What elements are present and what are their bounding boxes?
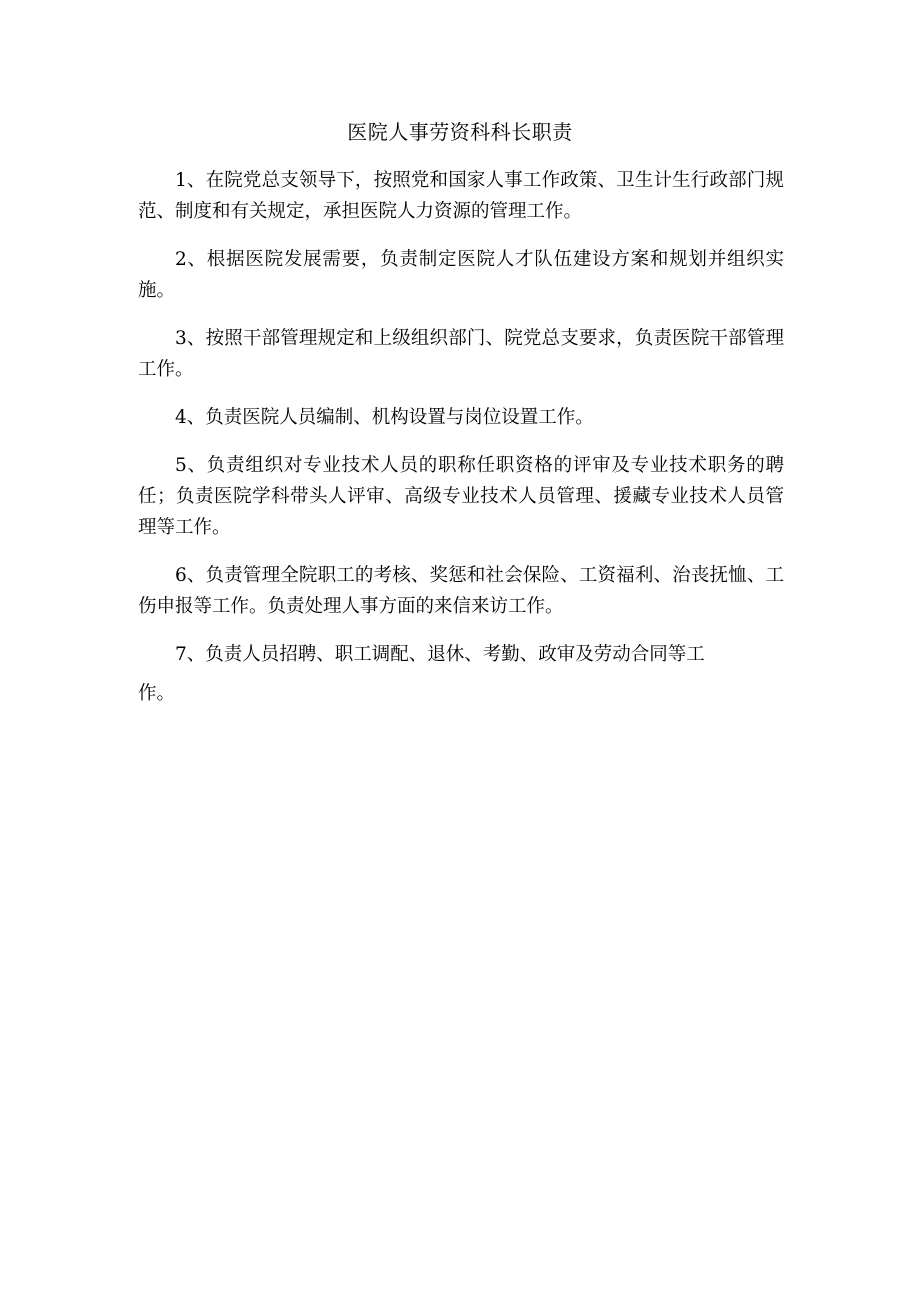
- document-body: [138, 165, 784, 726]
- duty-paragraph-7: [138, 639, 748, 709]
- duty-paragraph-7-main: 7、负责人员招聘、职工调配、退休、考勤、政审及劳动合同等工: [175, 644, 705, 665]
- duty-paragraph-6: 6、负责管理全院职工的考核、奖惩和社会保险、工资福利、治丧抚恤、工伤申报等工作。负责处理人事方面的来信来访工作。: [138, 565, 784, 617]
- duty-paragraph-4: 4、负责医院人员编制、机构设置与岗位设置工作。: [175, 407, 594, 428]
- duty-paragraph-7-tail: 作。: [138, 683, 176, 704]
- duty-paragraph-1: 1、在院党总支领导下，按照党和国家人事工作政策、卫生计生行政部门规范、制度和有关规定，承担医院人力资源的管理工作。: [138, 170, 784, 222]
- document-title: 医院人事劳资科科长职责: [347, 120, 573, 144]
- duty-paragraph-5: 5、负责组织对专业技术人员的职称任职资格的评审及专业技术职务的聘任；负责医院学科带头人评审、高级专业技术人员管理、援藏专业技术人员管理等工作。: [138, 455, 784, 538]
- duty-paragraph-2: 2、根据医院发展需要，负责制定医院人才队伍建设方案和规划并组织实施。: [138, 249, 784, 301]
- duty-paragraph-3: 3、按照干部管理规定和上级组织部门、院党总支要求，负责医院干部管理工作。: [138, 328, 784, 380]
